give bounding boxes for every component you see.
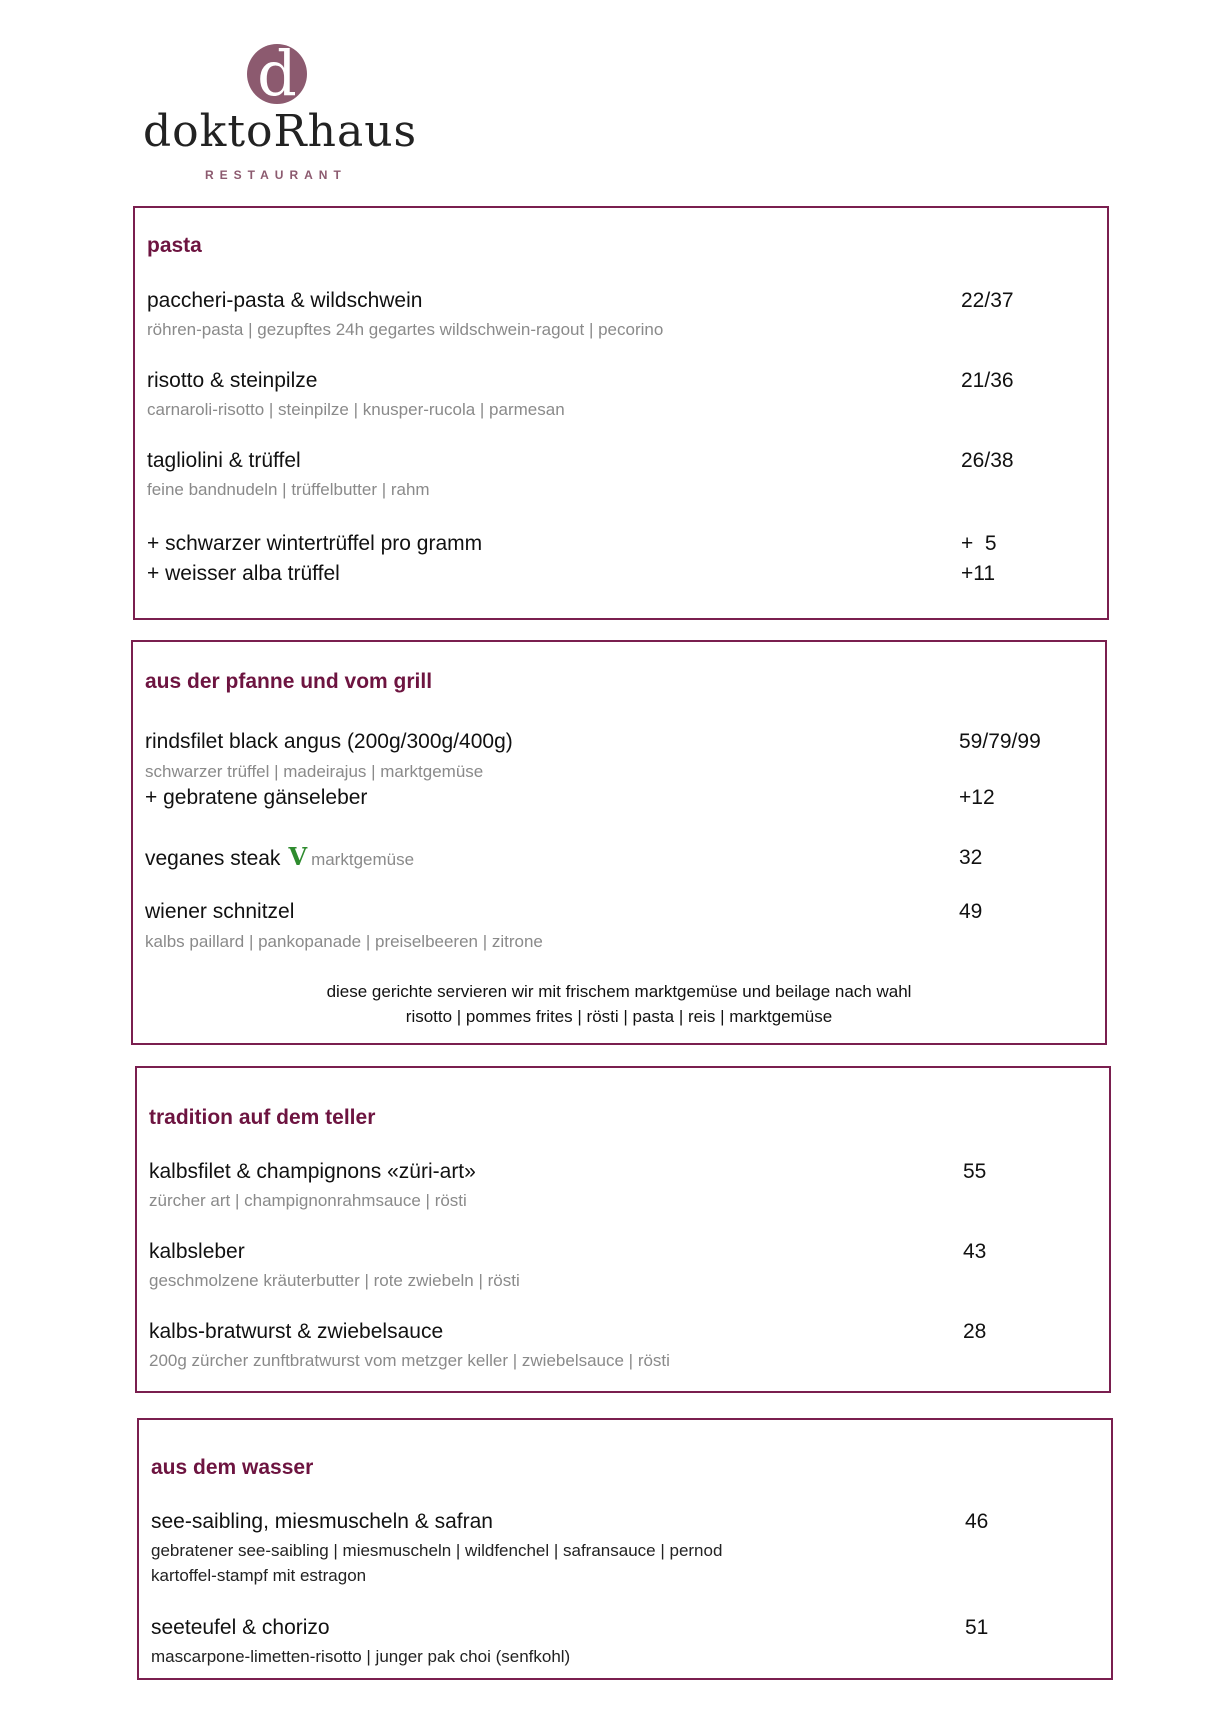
menu-item-desc: kalbs paillard | pankopanade | preiselbeeren | zitrone — [145, 932, 543, 951]
menu-item-desc: marktgemüse — [311, 850, 415, 869]
menu-item-price: 28 — [963, 1320, 987, 1343]
menu-item-name: wiener schnitzel — [145, 900, 295, 923]
menu-item-name: kalbs-bratwurst & zwiebelsauce — [149, 1320, 444, 1343]
section-title: tradition auf dem teller — [149, 1106, 376, 1129]
menu-item-name: seeteufel & chorizo — [151, 1616, 330, 1639]
menu-extra-price: +12 — [959, 786, 995, 809]
menu-item-desc: 200g zürcher zunftbratwurst vom metzger keller | zwiebelsauce | rösti — [149, 1351, 670, 1370]
menu-item-desc: schwarzer trüffel | madeirajus | marktgemüse — [145, 762, 484, 781]
menu-extra-price: +11 — [961, 562, 996, 585]
menu-item-price: 32 — [959, 846, 983, 869]
menu-extra-name: + weisser alba trüffel — [147, 562, 340, 585]
menu-item-name: tagliolini & trüffel — [147, 449, 301, 472]
side-dish-note: diese gerichte servieren wir mit frischem marktgemüse und beilage nach wahl — [326, 982, 912, 1001]
menu-item-name: veganes steak — [145, 847, 281, 870]
section-tradition — [135, 1066, 1111, 1393]
menu-item-desc: kartoffel-stampf mit estragon — [151, 1566, 367, 1585]
side-dish-options: risotto | pommes frites | rösti | pasta | reis | marktgemüse — [405, 1007, 833, 1026]
menu-item-desc: feine bandnudeln | trüffelbutter | rahm — [147, 480, 430, 499]
menu-item-price: 59/79/99 — [959, 730, 1041, 753]
menu-extra-name: + gebratene gänseleber — [145, 786, 368, 809]
menu-item-name: risotto & steinpilze — [147, 369, 318, 392]
menu-item-price: 55 — [963, 1160, 987, 1183]
vegan-leaf-icon: V — [288, 842, 308, 871]
logo-circle-icon — [247, 37, 307, 110]
menu-item-name: paccheri-pasta & wildschwein — [147, 289, 423, 312]
section-title: pasta — [147, 234, 202, 257]
section-grill — [131, 640, 1107, 1045]
menu-item-name: kalbsleber — [149, 1240, 245, 1263]
logo-wordmark: doktoRhaus — [143, 106, 418, 157]
section-title: aus der pfanne und vom grill — [145, 670, 433, 693]
logo-subtitle: RESTAURANT — [205, 168, 347, 182]
restaurant-logo — [143, 37, 418, 192]
menu-item-desc: röhren-pasta | gezupftes 24h gegartes wildschwein-ragout | pecorino — [147, 320, 664, 339]
menu-item-desc: geschmolzene kräuterbutter | rote zwiebeln | rösti — [149, 1271, 520, 1290]
menu-item-desc: zürcher art | champignonrahmsauce | rösti — [149, 1191, 467, 1210]
menu-item-price: 49 — [959, 900, 983, 923]
logo-letter: d — [257, 37, 297, 110]
menu-item-price: 43 — [963, 1240, 987, 1263]
menu-item-name: kalbsfilet & champignons «züri-art» — [149, 1160, 476, 1183]
menu-item-desc: carnaroli-risotto | steinpilze | knusper-rucola | parmesan — [147, 400, 565, 419]
menu-extra-name: + schwarzer wintertrüffel pro gramm — [147, 532, 483, 555]
section-pasta — [133, 206, 1109, 620]
menu-item-price: 21/36 — [961, 369, 1014, 392]
menu-item-desc: gebratener see-saibling | miesmuscheln | wildfenchel | safransauce | pernod — [151, 1541, 723, 1560]
menu-item-name: rindsfilet black angus (200g/300g/400g) — [145, 730, 513, 753]
menu-item-price: 51 — [965, 1616, 989, 1639]
menu-item-price: 26/38 — [961, 449, 1014, 472]
section-title: aus dem wasser — [151, 1456, 314, 1479]
menu-item-name: see-saibling, miesmuscheln & safran — [151, 1510, 493, 1533]
menu-item-price: 46 — [965, 1510, 989, 1533]
menu-extra-price: + 5 — [961, 532, 997, 555]
menu-item-desc: mascarpone-limetten-risotto | junger pak choi (senfkohl) — [151, 1647, 571, 1666]
menu-item-price: 22/37 — [961, 289, 1014, 312]
section-wasser — [137, 1418, 1113, 1680]
menu-item-vegan — [145, 842, 414, 871]
